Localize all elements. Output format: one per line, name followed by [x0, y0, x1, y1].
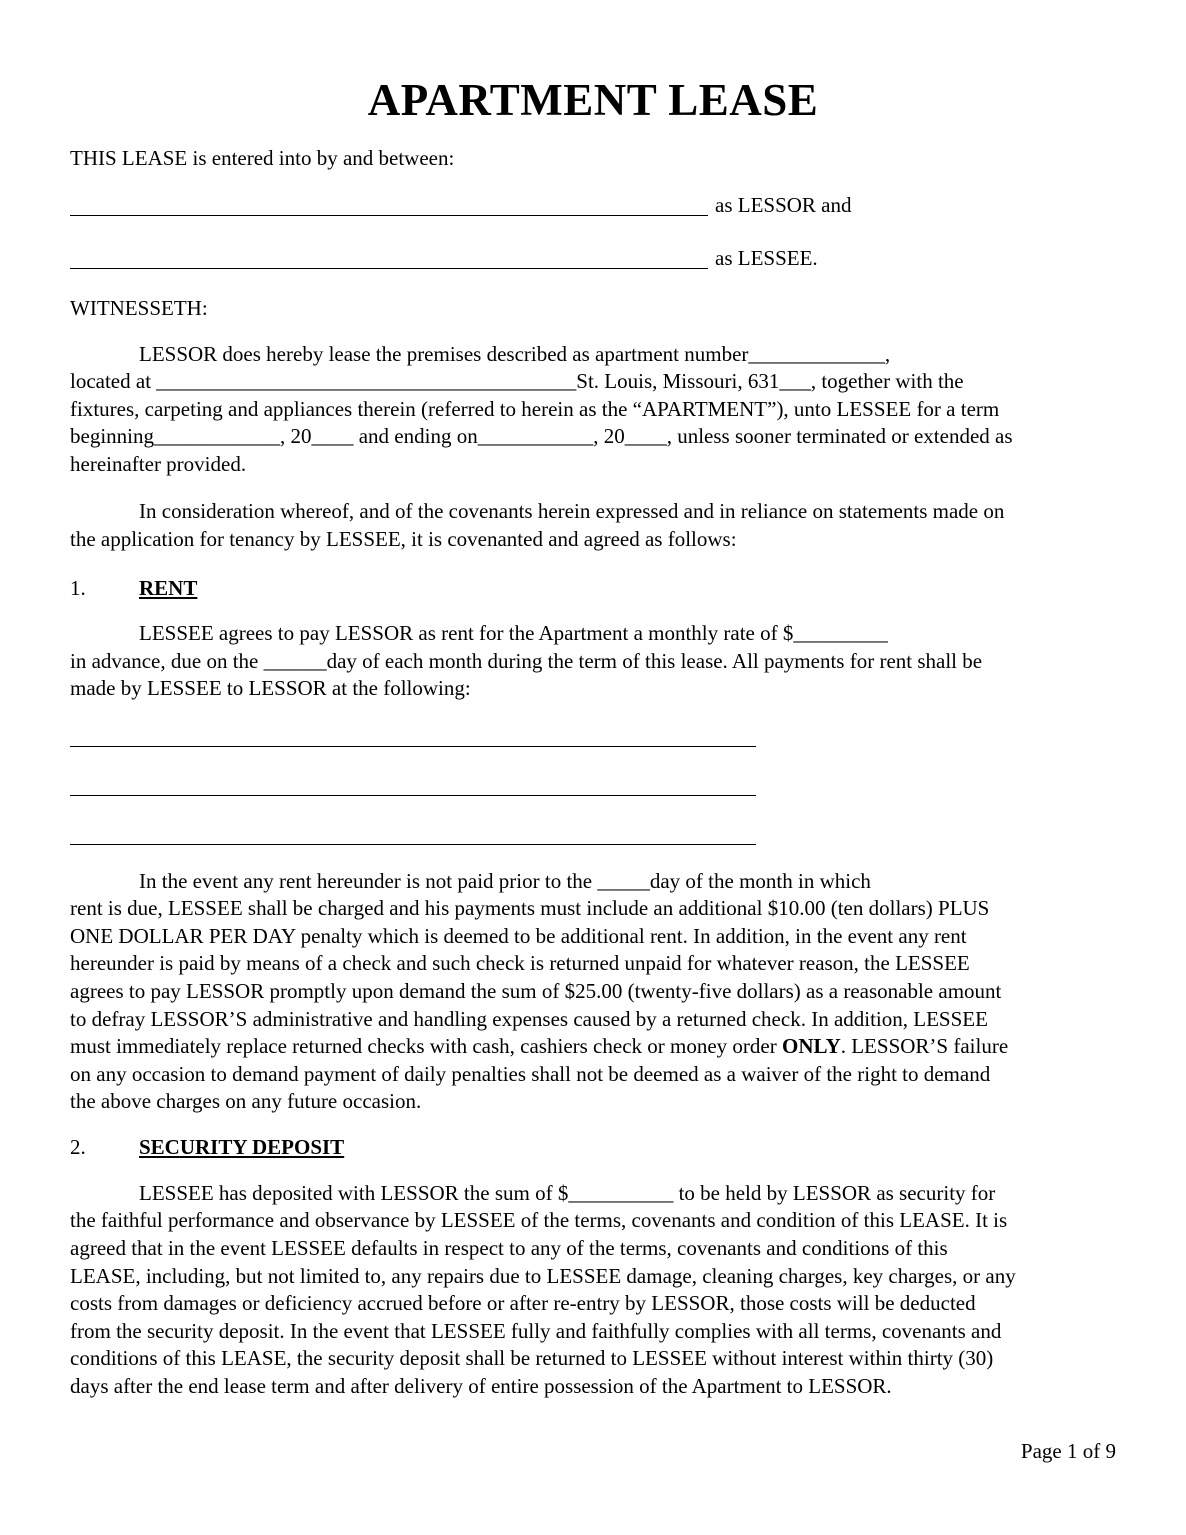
rent-line: made by LESSEE to LESSOR at the following:: [70, 676, 471, 700]
rent-line: LESSEE agrees to pay LESSOR as rent for the Apartment a monthly rate of $_________: [139, 621, 888, 645]
payment-address-blank[interactable]: [70, 795, 756, 796]
lessor-name-blank[interactable]: [70, 215, 708, 216]
late-fee-text: must immediately replace returned checks with cash, cashiers check or money order: [70, 1034, 782, 1058]
intro-text: THIS LEASE is entered into by and between:: [70, 146, 455, 170]
late-fee-line: agrees to pay LESSOR promptly upon demand the sum of $25.00 (twenty-five dollars) as a reasonable amount: [70, 979, 1002, 1003]
section-number: 1.: [70, 576, 86, 600]
document-title: APARTMENT LEASE: [367, 75, 819, 125]
late-fee-line: to defray LESSOR’S administrative and handling expenses caused by a returned check. In addition, LESSEE: [70, 1007, 988, 1031]
consideration-line: In consideration whereof, and of the covenants herein expressed and in reliance on statements made on: [139, 499, 1005, 523]
payment-address-blank[interactable]: [70, 844, 756, 845]
late-fee-line: hereunder is paid by means of a check and such check is returned unpaid for whatever reason, the LESSEE: [70, 951, 970, 975]
premises-line: hereinafter provided.: [70, 452, 247, 476]
rent-line: in advance, due on the ______day of each month during the term of this lease. All payments for rent shall be: [70, 649, 983, 673]
only-emphasis: ONLY: [781, 1034, 841, 1058]
deposit-line: the faithful performance and observance by LESSEE of the terms, covenants and condition of this LEASE. It is: [70, 1208, 1008, 1232]
deposit-line: from the security deposit. In the event that LESSEE fully and faithfully complies with all terms, covenants and: [70, 1319, 1002, 1343]
deposit-line: agreed that in the event LESSEE defaults in respect to any of the terms, covenants and conditions of this: [70, 1236, 948, 1260]
late-fee-line: In the event any rent hereunder is not paid prior to the _____day of the month in which: [139, 869, 871, 893]
premises-line: LESSOR does hereby lease the premises described as apartment number_____________,: [139, 342, 891, 366]
late-fee-line: rent is due, LESSEE shall be charged and his payments must include an additional $10.00 (ten dollars) PLUS: [70, 896, 990, 920]
page-number: Page 1 of 9: [1020, 1439, 1116, 1463]
deposit-line: days after the end lease term and after delivery of entire possession of the Apartment to LESSOR.: [70, 1374, 892, 1398]
lessor-label: as LESSOR and: [715, 193, 852, 217]
deposit-line: LESSEE has deposited with LESSOR the sum of $__________ to be held by LESSOR as security for: [139, 1181, 996, 1205]
premises-line: fixtures, carpeting and appliances therein (referred to herein as the “APARTMENT”), unto LESSEE for a term: [70, 397, 1000, 421]
payment-address-blank[interactable]: [70, 746, 756, 747]
deposit-line: LEASE, including, but not limited to, any repairs due to LESSEE damage, cleaning charges, key charges, or any: [70, 1264, 1016, 1288]
premises-line: located at ________________________________________St. Louis, Missouri, 631___, together with the: [70, 369, 964, 393]
late-fee-line: the above charges on any future occasion.: [70, 1089, 422, 1113]
late-fee-line: on any occasion to demand payment of daily penalties shall not be deemed as a waiver of the right to demand: [70, 1062, 991, 1086]
section-number: 2.: [70, 1135, 86, 1159]
late-fee-line: [70, 1033, 1008, 1060]
lessee-name-blank[interactable]: [70, 268, 708, 269]
witnesseth-heading: WITNESSETH:: [70, 296, 208, 320]
section-title-rent: RENT: [139, 576, 198, 600]
late-fee-text: . LESSOR’S failure: [840, 1034, 1009, 1058]
consideration-line: the application for tenancy by LESSEE, it is covenanted and agreed as follows:: [70, 527, 737, 551]
deposit-line: conditions of this LEASE, the security deposit shall be returned to LESSEE without interest within thirty (30): [70, 1346, 994, 1370]
section-title-security-deposit: SECURITY DEPOSIT: [139, 1135, 345, 1159]
late-fee-line: ONE DOLLAR PER DAY penalty which is deemed to be additional rent. In addition, in the event any rent: [70, 924, 967, 948]
lessee-label: as LESSEE.: [715, 246, 818, 270]
deposit-line: costs from damages or deficiency accrued before or after re-entry by LESSOR, those costs will be deducted: [70, 1291, 976, 1315]
premises-line: beginning____________, 20____ and ending on___________, 20____, unless sooner terminated or extended as: [70, 424, 1013, 448]
